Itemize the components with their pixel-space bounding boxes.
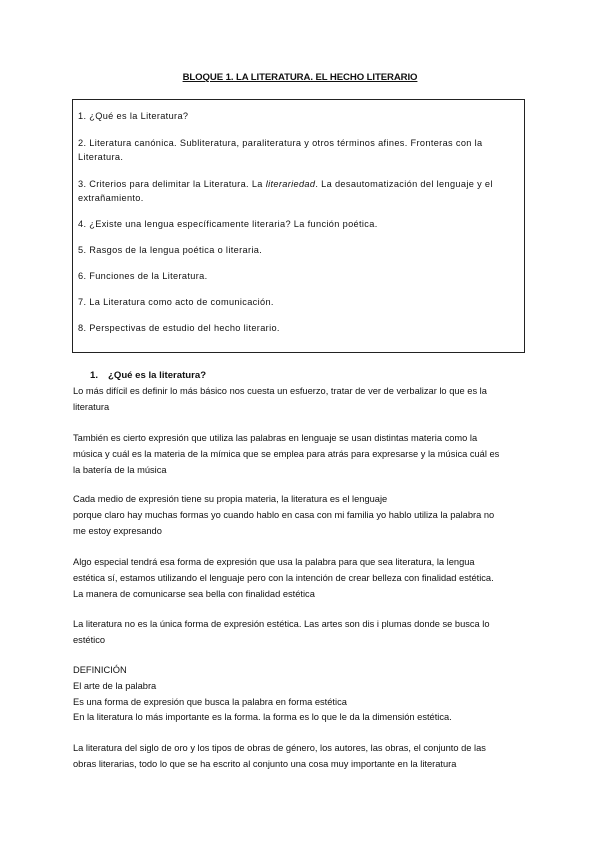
paragraph-line: Es una forma de expresión que busca la palabra en forma estética: [73, 696, 347, 707]
section-number: 1.: [90, 370, 99, 381]
document-title: BLOQUE 1. LA LITERATURA. EL HECHO LITERARIO: [182, 72, 418, 83]
toc-item-1: 1. ¿Qué es la Literatura?: [78, 111, 189, 121]
toc-item-7: 7. La Literatura como acto de comunicación.: [78, 297, 274, 307]
paragraph-line: obras literarias, todo lo que se ha escrito al conjunto una cosa muy importante en la literatura: [73, 758, 457, 769]
paragraph-4: [73, 555, 533, 602]
paragraph-line: En la literatura lo más importante es la forma. la forma es lo que le da la dimensión estética.: [73, 712, 452, 723]
table-of-contents: [72, 99, 525, 353]
paragraph-line: música y cuál es la materia de la mímica que se emplea para atrás para expresarse y la música cuál es: [73, 448, 500, 459]
toc-item-5: 5. Rasgos de la lengua poética o literaria.: [78, 245, 263, 255]
toc-item-8: 8. Perspectivas de estudio del hecho literario.: [78, 323, 280, 333]
paragraph-line: porque claro hay muchas formas yo cuando hablo en casa con mi familia yo hablo utiliza la palabra no: [73, 509, 495, 520]
paragraph-2: [73, 431, 533, 478]
paragraph-line: La literatura no es la única forma de expresión estética. Las artes son dis i plumas donde se busca lo: [73, 619, 490, 629]
definition-heading: DEFINICIÓN: [73, 665, 127, 675]
paragraph-line: la batería de la música: [73, 464, 167, 475]
definition-block: [73, 663, 533, 726]
section-heading: [90, 370, 206, 381]
toc-item-3-line-1: [78, 178, 518, 192]
toc-item-2-line-2: Literatura.: [78, 151, 124, 162]
toc-item-2: [78, 137, 518, 164]
paragraph-5: [73, 617, 533, 649]
paragraph-line: La literatura del siglo de oro y los tipos de obras de género, los autores, las obras, el conjunto de las: [73, 743, 486, 753]
paragraph-line: estética sí, estamos utilizando el lenguaje pero con la intención de crear belleza con finalidad estética.: [73, 572, 494, 583]
toc-item-3-before: 3. Criterios para delimitar la Literatura. La: [78, 179, 266, 189]
paragraph-line: Cada medio de expresión tiene su propia materia, la literatura es el lenguaje: [73, 494, 388, 504]
paragraph-line: El arte de la palabra: [73, 680, 157, 691]
paragraph-line: Algo especial tendrá esa forma de expresión que usa la palabra para que sea literatura, la lengua: [73, 557, 475, 567]
toc-item-3-italic: literariedad: [265, 179, 316, 189]
toc-item-2-line-1: 2. Literatura canónica. Subliteratura, paraliteratura y otros términos afines. Fronteras con la: [78, 138, 483, 148]
toc-item-6: 6. Funciones de la Literatura.: [78, 271, 208, 281]
paragraph-line: La manera de comunicarse sea bella con finalidad estética: [73, 588, 315, 599]
toc-item-3: [78, 178, 518, 205]
paragraph-3: [73, 492, 533, 539]
paragraph-line: Lo más difícil es definir lo más básico nos cuesta un esfuerzo, tratar de ver de verbalizar lo que es la: [73, 386, 487, 396]
section-title: ¿Qué es la literatura?: [108, 370, 207, 381]
toc-item-3-after: . La desautomatización del lenguaje y el: [315, 179, 493, 189]
paragraph-line: También es cierto expresión que utiliza las palabras en lenguaje se usan distintas materia como la: [73, 433, 478, 443]
paragraph-1: [73, 384, 533, 416]
toc-item-4: 4. ¿Existe una lengua específicamente literaria? La función poética.: [78, 219, 378, 229]
toc-item-3-line-2: extrañamiento.: [78, 192, 144, 203]
paragraph-line: literatura: [73, 401, 110, 412]
paragraph-line: estético: [73, 634, 106, 645]
paragraph-7: [73, 741, 533, 773]
paragraph-line: me estoy expresando: [73, 525, 162, 536]
